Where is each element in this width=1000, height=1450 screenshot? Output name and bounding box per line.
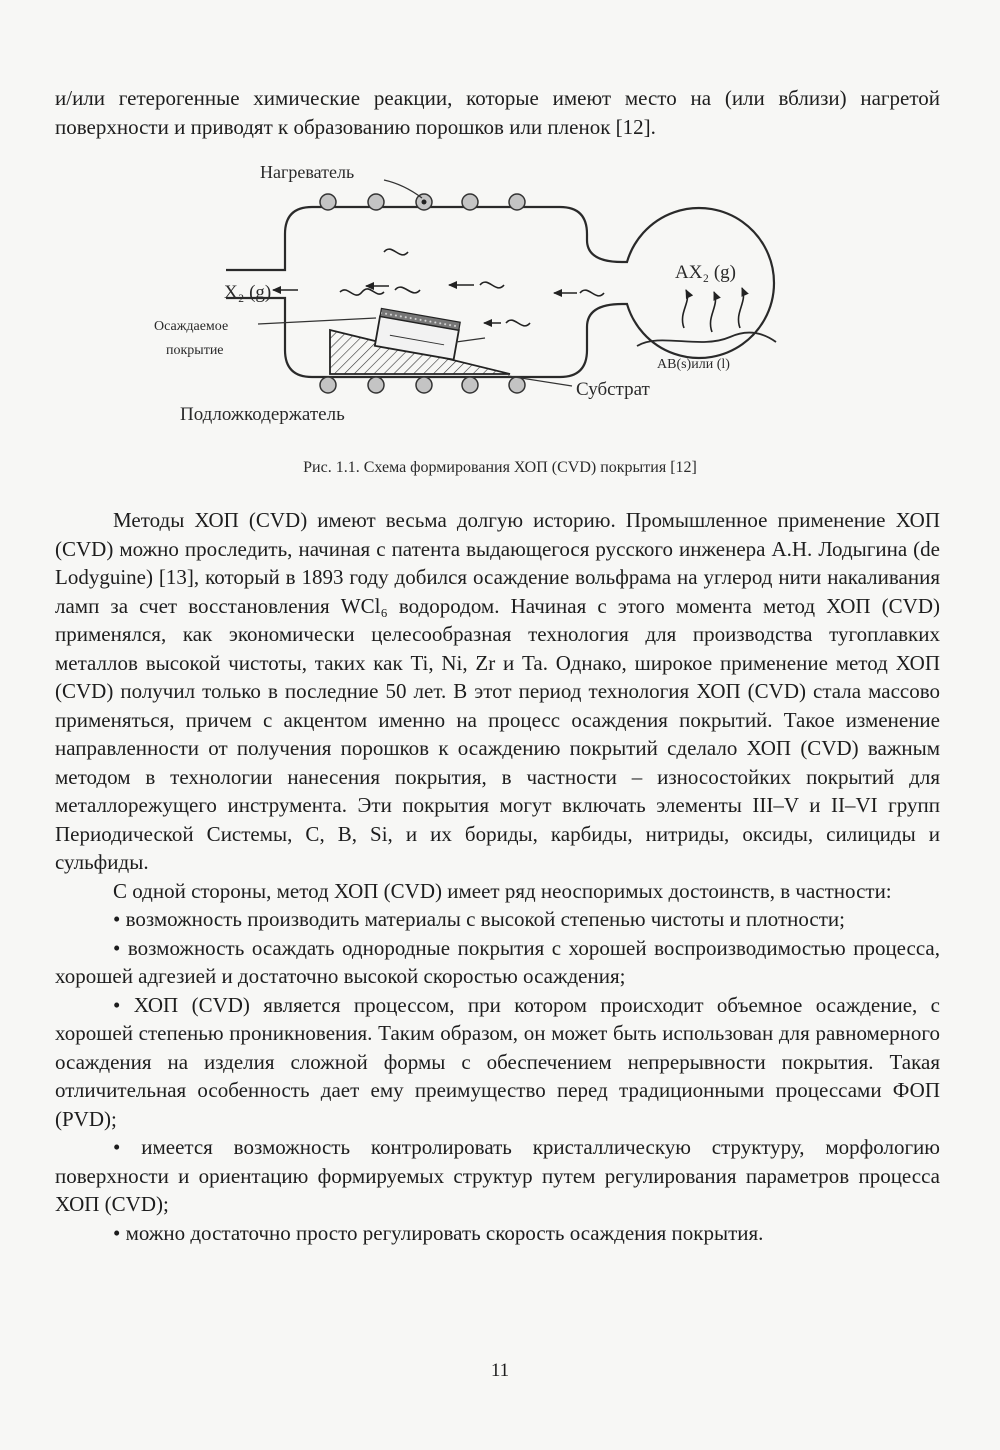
- label-coating-line2: покрытие: [166, 343, 224, 358]
- list-item-purity: • возможность производить материалы с высокой степенью чистоты и плотности;: [113, 907, 845, 931]
- reactor-chamber: [226, 207, 774, 377]
- label-ax2: AX₂ (g): [675, 262, 736, 283]
- page-number: 11: [490, 1360, 510, 1381]
- label-heater: Нагреватель: [260, 162, 355, 182]
- label-ab: AB(s)или (l): [657, 357, 730, 372]
- cvd-diagram: [140, 152, 820, 432]
- gas-flow-arrows: [273, 249, 604, 326]
- list-item-penetration: • ХОП (CVD) является процессом, при котором происходит объемное осаждение, с хорошей степенью проникновения. Таким образом, он может быть использован для равномерного осаждения на изделия сложной формы с обеспечением непрерывности покрытия. Такая отличительная особенность дает ему преимущество перед традиционными процессами ФОП (PVD);: [55, 992, 940, 1131]
- paragraph-history: Методы ХОП (CVD) имеют весьма долгую историю. Промышленное применение ХОП (CVD) можно проследить, начиная с патента выдающегося русского инженера А.Н. Лодыгина (de Lodyguine) [13], который в 1893 году добился осаждение вольфрама на углерод нити накаливания ламп за счет восстановления WCl₆ водородом. Начиная с этого момента метод ХОП (CVD) применялся, как экономически целесообразная технология для производства тугоплавких металлов высокой чистоты, таких как Ti, Ni, Zr и Ta. Однако, широкое применение метод ХОП (CVD) получил только в последние 50 лет. В этот период технология ХОП (CVD) стала массово применяться, причем с акцентом именно на процесс осаждения покрытий. Такое изменение направленности от получения порошков к осаждению покрытий сделало ХОП (CVD) важным методом в технологии нанесения покрытия, в частности – износостойких покрытий для металлорежущего инструмента. Эти покрытия могут включать элементы III–V и II–VI групп Периодической Системы, C, B, Si, и их бориды, карбиды, нитриды, оксиды, силициды и сульфиды.: [55, 508, 940, 874]
- vapour-arrows: [682, 288, 743, 332]
- body-text: [55, 506, 940, 1247]
- liquid-surface: [637, 333, 776, 346]
- label-x2: X₂ (g): [224, 282, 272, 303]
- list-item-rate: • можно достаточно просто регулировать скорость осаждения покрытия.: [113, 1220, 764, 1245]
- label-holder: Подложкодержатель: [180, 404, 345, 425]
- heater-bottom: [320, 377, 525, 393]
- list-item-uniform: • возможность осаждать однородные покрытия с хорошей воспроизводимостью процесса, хорошей адгезией и достаточно высокой скоростью осаждения;: [55, 935, 940, 988]
- figure-caption: Рис. 1.1. Схема формирования ХОП (CVD) покрытия [12]: [303, 459, 697, 476]
- paragraph-advantages-intro: С одной стороны, метод ХОП (CVD) имеет ряд неоспоримых достоинств, в частности:: [113, 878, 892, 903]
- intro-paragraph: [55, 84, 940, 141]
- label-coating-line1: Осаждаемое: [154, 319, 229, 334]
- list-item-structure: • имеется возможность контролировать кристаллическую структуру, морфологию поверхности и ориентацию формируемых структур путем регулирования параметров процесса ХОП (CVD);: [55, 1135, 940, 1216]
- label-substrate: Субстрат: [576, 379, 650, 400]
- intro-text: и/или гетерогенные химические реакции, которые имеют место на (или вблизи) нагретой поверхности и приводят к образованию порошков или пленок [12].: [55, 86, 940, 139]
